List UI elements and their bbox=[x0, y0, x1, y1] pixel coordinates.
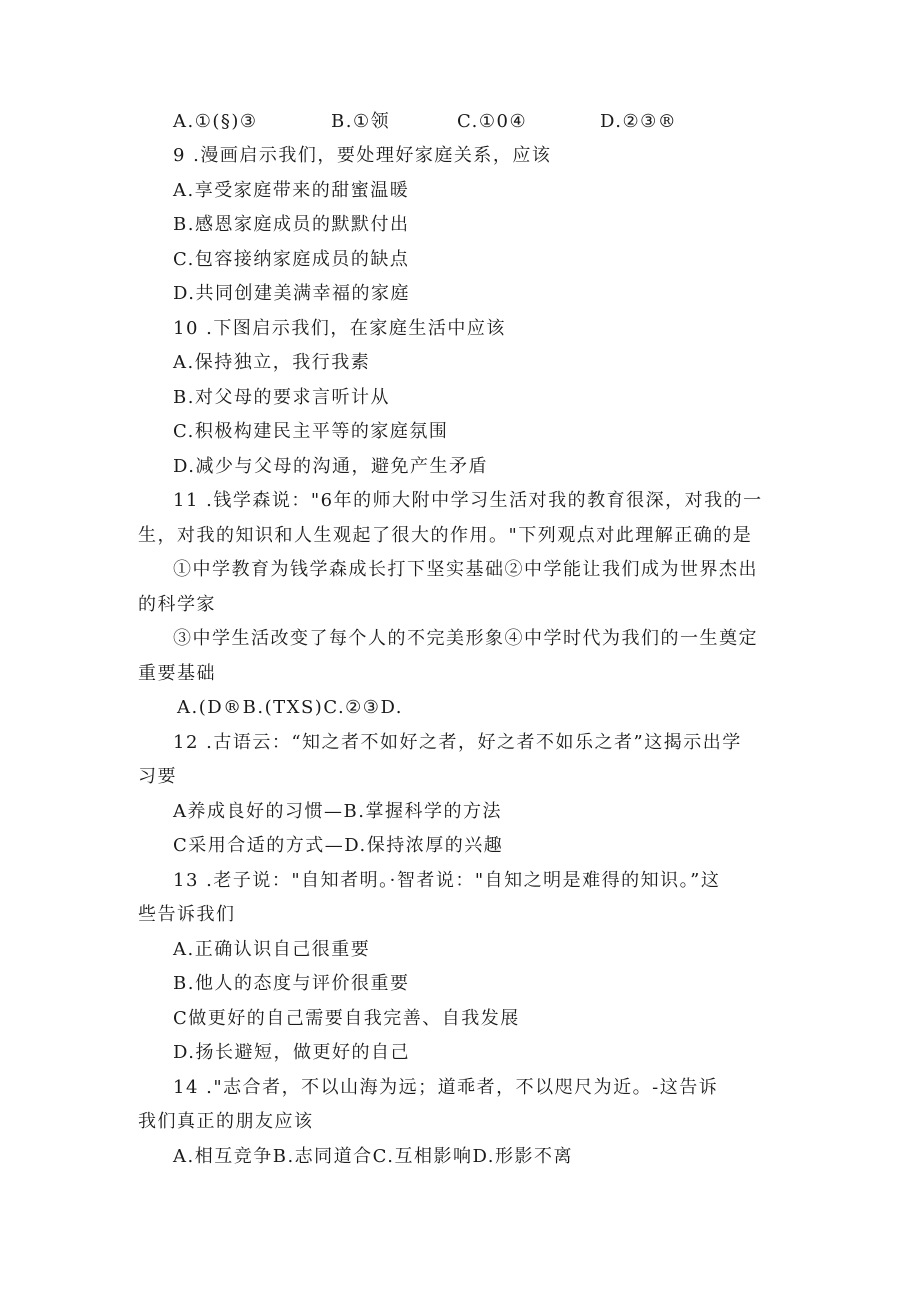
q11-statements-line-3: ③中学生活改变了每个人的不完美形象④中学时代为我们的一生奠定 bbox=[173, 628, 758, 649]
q10-option-c: C.积极构建民主平等的家庭氛围 bbox=[173, 421, 449, 442]
q10-option-d: D.减少与父母的沟通，避免产生矛盾 bbox=[173, 456, 489, 477]
q12-stem-line-2: 习要 bbox=[138, 766, 177, 787]
q12-stem-line-1: 12 .古语云：“知之者不如好之者，好之者不如乐之者”这揭示出学 bbox=[173, 732, 742, 753]
q14-stem-line-2: 我们真正的朋友应该 bbox=[138, 1111, 314, 1132]
q9-option-b: B.感恩家庭成员的默默付出 bbox=[173, 214, 410, 235]
q11-stem-line-2: 生，对我的知识和人生观起了很大的作用。"下列观点对此理解正确的是 bbox=[138, 525, 753, 546]
q9-stem: 9 .漫画启示我们，要处理好家庭关系，应该 bbox=[173, 145, 552, 166]
q13-option-c: C做更好的自己需要自我完善、自我发展 bbox=[173, 1008, 520, 1029]
q10-stem: 10 .下图启示我们，在家庭生活中应该 bbox=[173, 318, 506, 339]
q9-option-d: D.共同创建美满幸福的家庭 bbox=[173, 283, 411, 304]
q13-option-a: A.正确认识自己很重要 bbox=[173, 939, 371, 960]
q13-option-d: D.扬长避短，做更好的自己 bbox=[173, 1042, 411, 1063]
q11-stem-line-1: 11 .钱学森说："6年的师大附中学习生活对我的教育很深，对我的一 bbox=[173, 490, 763, 511]
q13-stem-line-2: 些告诉我们 bbox=[138, 904, 236, 925]
q11-statements-line-1: ①中学教育为钱学森成长打下坚实基础②中学能让我们成为世界杰出 bbox=[173, 559, 758, 580]
q12-answer-options-line-1: A养成良好的习惯—B.掌握科学的方法 bbox=[173, 801, 502, 822]
q13-option-b: B.他人的态度与评价很重要 bbox=[173, 973, 410, 994]
q10-option-b: B.对父母的要求言听计从 bbox=[173, 387, 390, 408]
q10-option-a: A.保持独立，我行我素 bbox=[173, 352, 371, 373]
q13-stem-line-1: 13 .老子说："自知者明。·智者说："自知之明是难得的知识。”这 bbox=[173, 870, 721, 891]
q9-option-a: A.享受家庭带来的甜蜜温暖 bbox=[173, 180, 410, 201]
q14-answer-options: A.相互竞争B.志同道合C.互相影响D.形影不离 bbox=[173, 1146, 574, 1167]
q9-option-c: C.包容接纳家庭成员的缺点 bbox=[173, 249, 410, 270]
q11-statements-line-4: 重要基础 bbox=[138, 663, 216, 684]
q8-option-c: C.①0④ bbox=[457, 111, 528, 132]
q8-option-d: D.②③® bbox=[600, 111, 678, 132]
q11-answer-options: A.(D®B.(TXS)C.②③D. bbox=[177, 697, 403, 718]
q8-option-a: A.①(§)③ bbox=[173, 111, 258, 132]
q8-option-b: B.①领 bbox=[331, 111, 391, 132]
q12-answer-options-line-2: C采用合适的方式—D.保持浓厚的兴趣 bbox=[173, 835, 504, 856]
q11-statements-line-2: 的科学家 bbox=[138, 594, 216, 615]
q14-stem-line-1: 14 ."志合者，不以山海为远；道乖者，不以咫尺为近。-这告诉 bbox=[173, 1077, 719, 1098]
